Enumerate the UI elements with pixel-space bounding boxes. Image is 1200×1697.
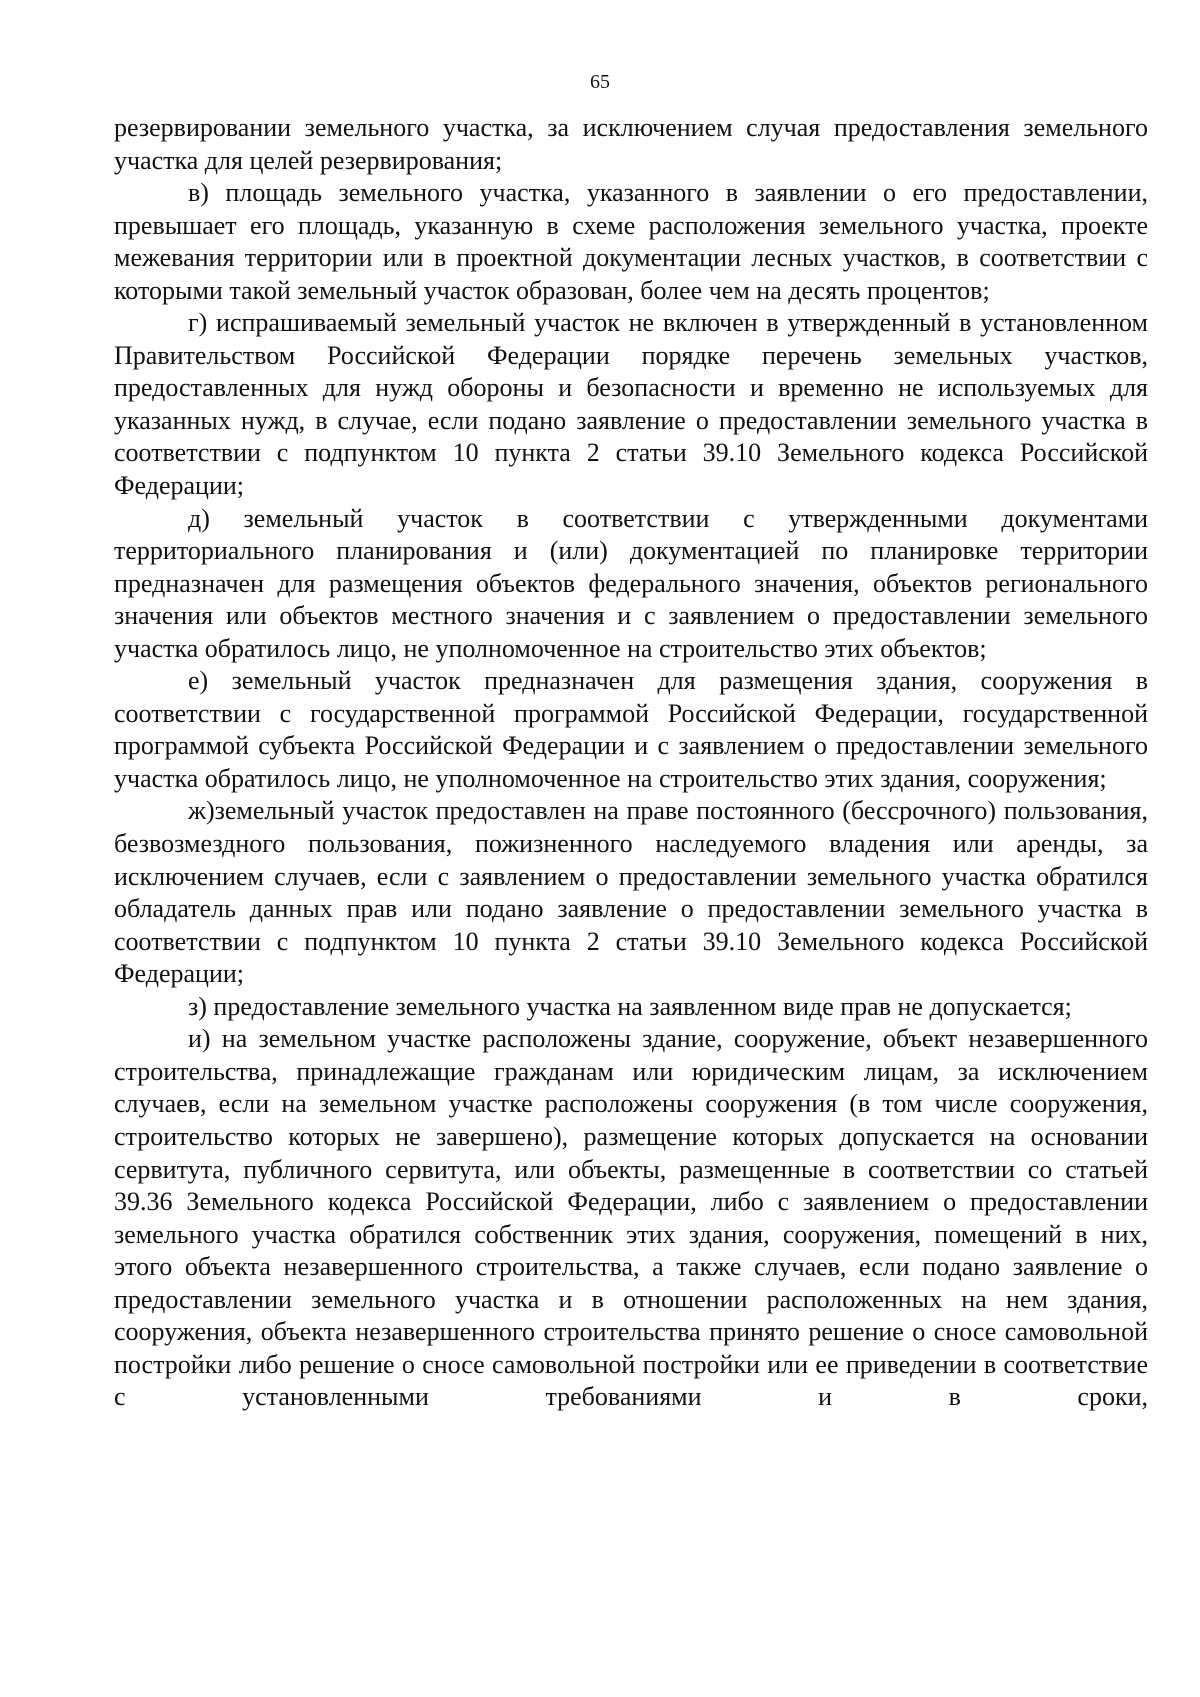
paragraph-item-g: г) испрашиваемый земельный участок не включен в утвержденный в установленном Правительством Российской Федерации порядке перечень земельных участков, предоставленных для нужд обороны и безопасности и временно не используемых для указанных нужд, в случае, если подано заявление о предоставлении земельного участка в соответствии с подпунктом 10 пункта 2 статьи 39.10 Земельного кодекса Российской Федерации; bbox=[114, 308, 1148, 501]
document-body bbox=[114, 112, 1148, 1414]
paragraph-item-v: в) площадь земельного участка, указанного в заявлении о его предоставлении, превышает его площадь, указанную в схеме расположения земельного участка, проекте межевания территории или в проектной документации лесных участков, в соответствии с которыми такой земельный участок образован, более чем на десять процентов; bbox=[114, 178, 1148, 305]
paragraph-item-i: и) на земельном участке расположены здание, сооружение, объект незавершенного строительства, принадлежащие гражданам или юридическим лицам, за исключением случаев, если на земельном участке расположены сооружения (в том числе сооружения, строительство которых не завершено), размещение которых допускается на основании сервитута, публичного сервитута, или объекты, размещенные в соответствии со статьей 39.36 Земельного кодекса Российской Федерации, либо с заявлением о предоставлении земельного участка обратился собственник этих здания, сооружения, помещений в них, этого объекта незавершенного строительства, а также случаев, если подано заявление о предоставлении земельного участка и в отношении расположенных на нем здания, сооружения, объекта незавершенного строительства принято решение о сносе самовольной постройки либо решение о сносе самовольной постройки или ее приведении в соответствие с установленными требованиями и в сроки, bbox=[114, 1024, 1148, 1412]
paragraph-item-e: е) земельный участок предназначен для размещения здания, сооружения в соответствии с государственной программой Российской Федерации, государственной программой субъекта Российской Федерации и с заявлением о предоставлении земельного участка обратилось лицо, не уполномоченное на строительство этих здания, сооружения; bbox=[114, 666, 1148, 793]
page-number: 65 bbox=[590, 71, 610, 93]
paragraph-continuation: резервировании земельного участка, за исключением случая предоставления земельного участка для целей резервирования; bbox=[114, 113, 1148, 175]
paragraph-item-zh: ж)земельный участок предоставлен на праве постоянного (бессрочного) пользования, безвозмездного пользования, пожизненного наследуемого владения или аренды, за исключением случаев, если с заявлением о предоставлении земельного участка обратился обладатель данных прав или подано заявление о предоставлении земельного участка в соответствии с подпунктом 10 пункта 2 статьи 39.10 Земельного кодекса Российской Федерации; bbox=[114, 796, 1148, 989]
paragraph-item-d: д) земельный участок в соответствии с утвержденными документами территориального планирования и (или) документацией по планировке территории предназначен для размещения объектов федерального значения, объектов регионального значения или объектов местного значения и с заявлением о предоставлении земельного участка обратилось лицо, не уполномоченное на строительство этих объектов; bbox=[114, 503, 1148, 663]
paragraph-item-z: з) предоставление земельного участка на заявленном виде прав не допускается; bbox=[188, 991, 1072, 1021]
